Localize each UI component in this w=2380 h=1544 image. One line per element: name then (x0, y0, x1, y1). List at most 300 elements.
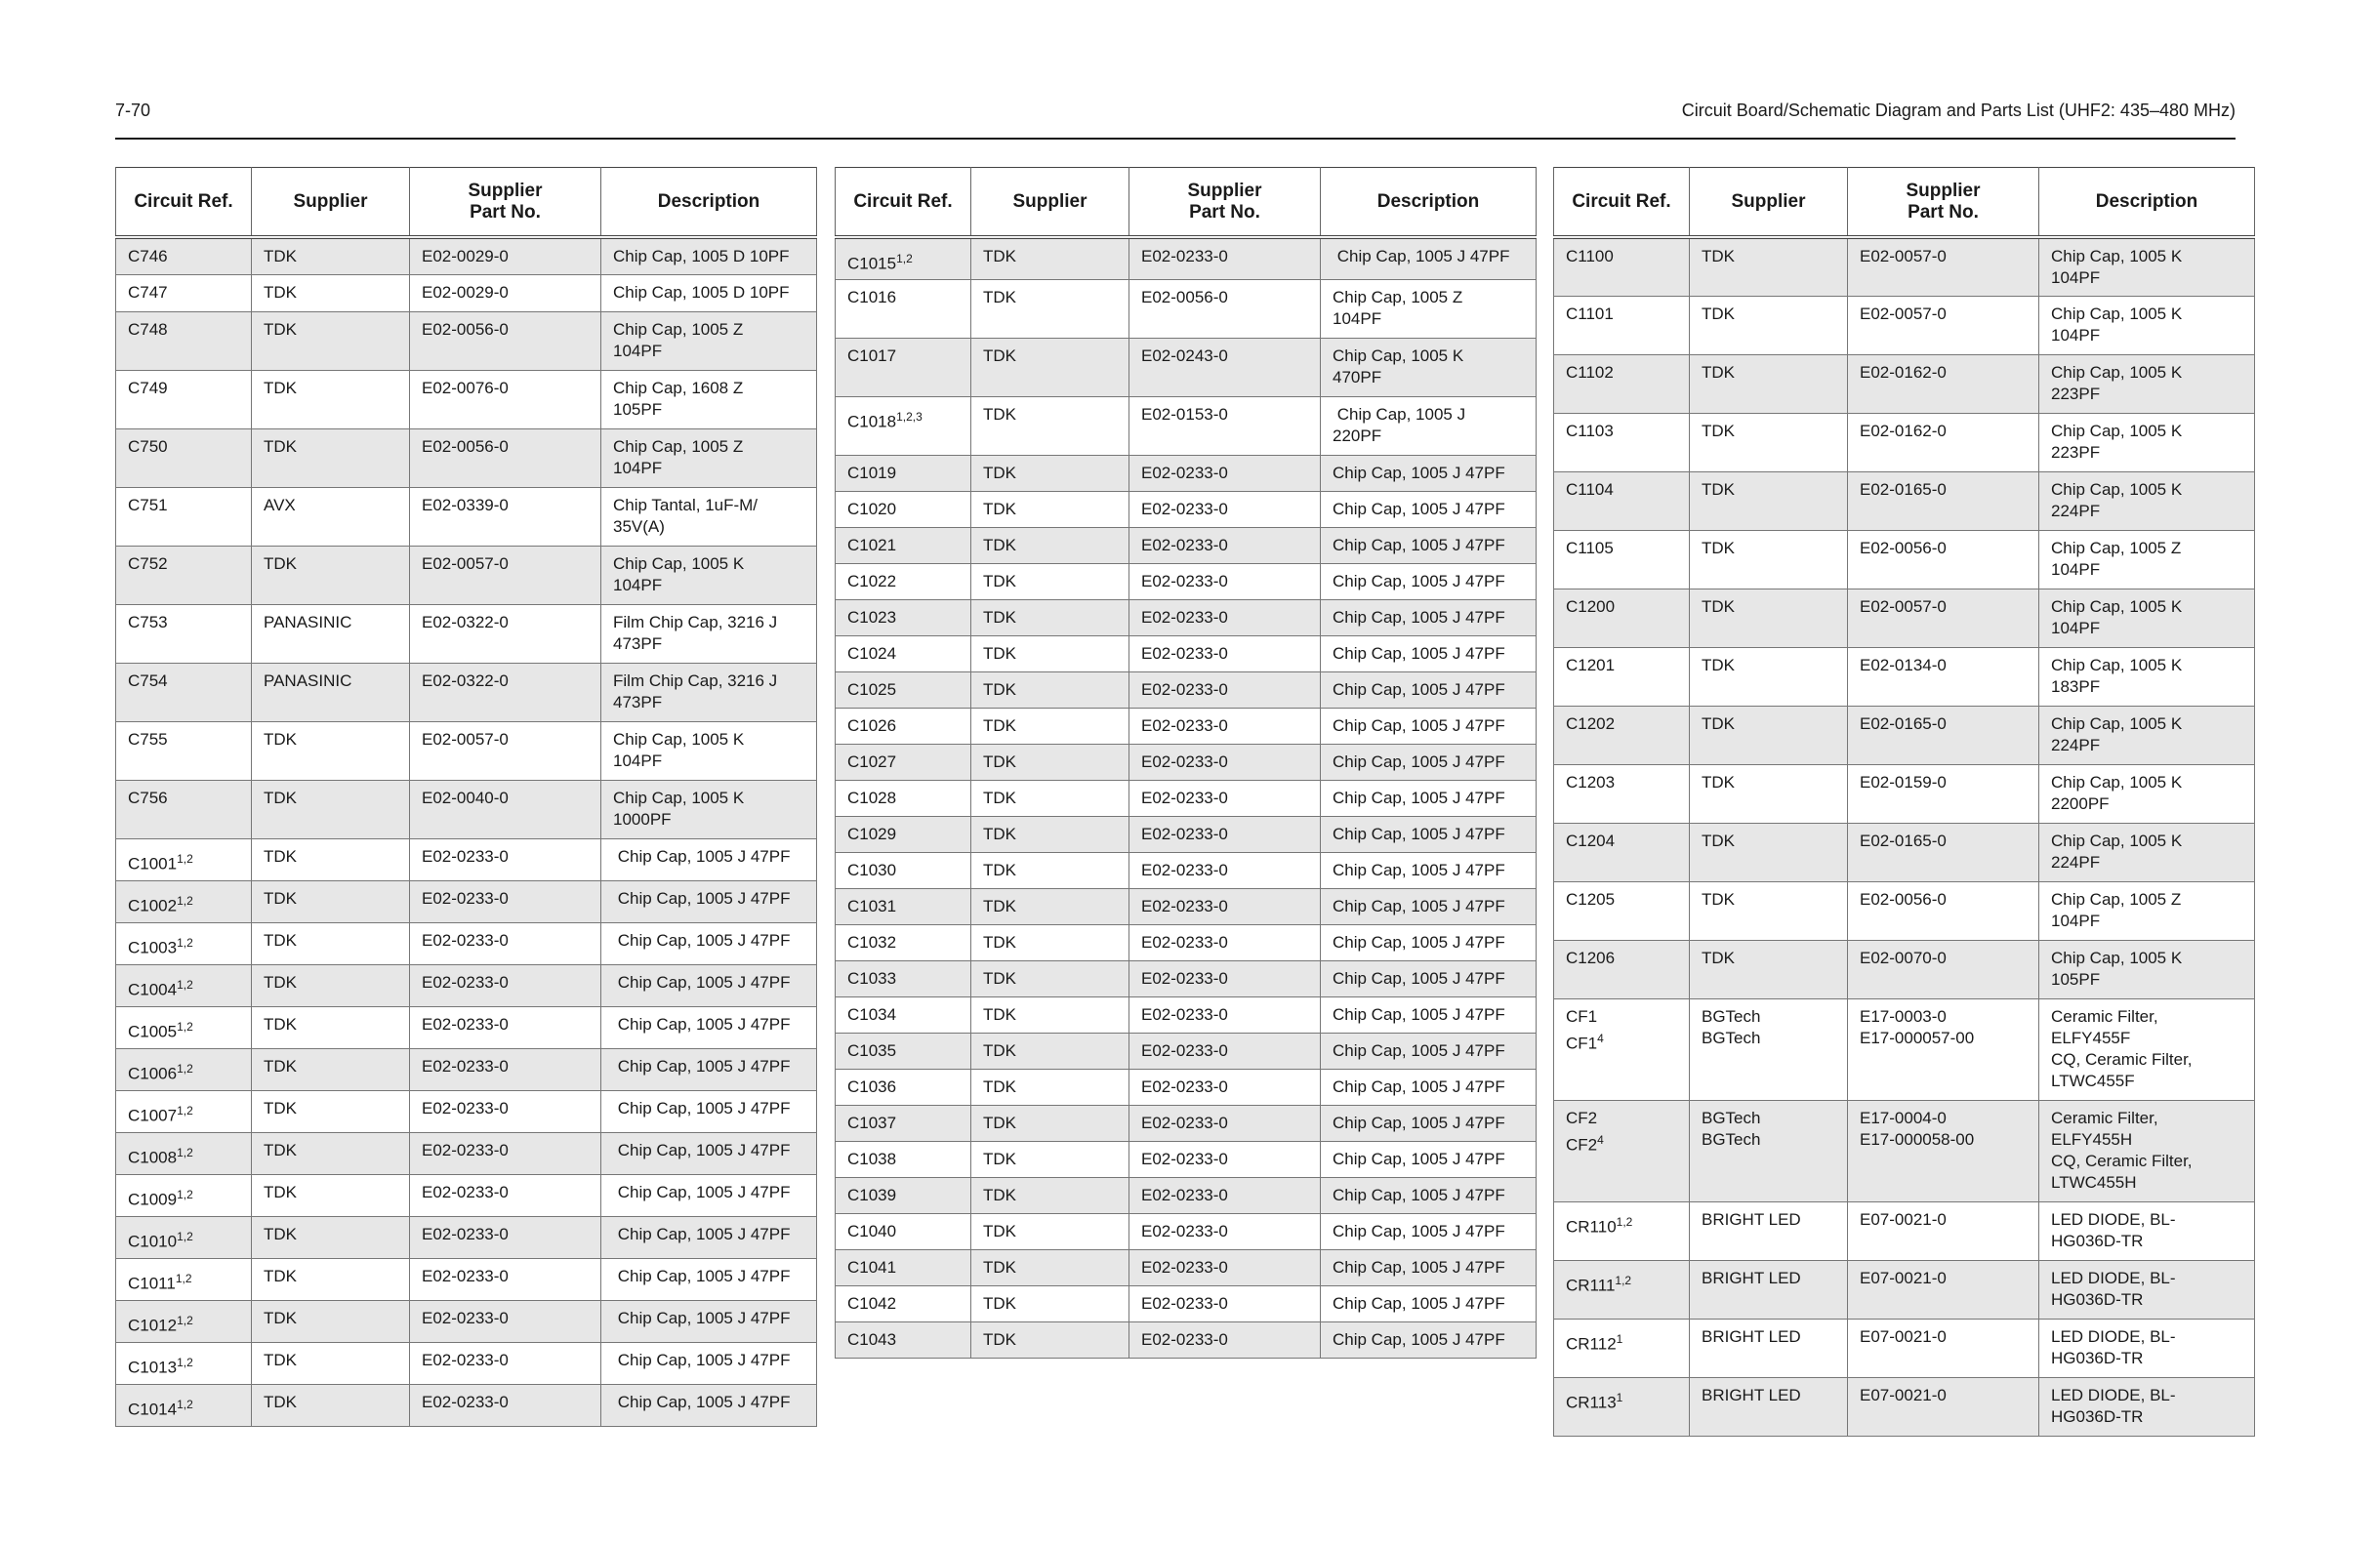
cell-supplier-part-no: E02-0134-0 (1848, 647, 2039, 706)
table-row (1554, 471, 2255, 530)
footnote-marker: 1,2 (177, 1103, 193, 1117)
cell-supplier-part-no: E02-0233-0 (1129, 1105, 1321, 1141)
cell-supplier: TDK (1690, 354, 1848, 413)
footnote-marker: 1,2 (177, 1355, 193, 1369)
cell-supplier: TDK (252, 1342, 410, 1384)
header-description: Description (601, 168, 817, 238)
cell-supplier: TDK (1690, 471, 1848, 530)
cell-circuit-ref (116, 311, 252, 370)
cell-supplier-part-no: E07-0021-0 (1848, 1377, 2039, 1436)
cell-supplier-part-no: E02-0233-0 (1129, 237, 1321, 279)
cell-supplier: TDK (971, 1213, 1129, 1249)
table-row (836, 924, 1537, 960)
cell-supplier: TDK (252, 370, 410, 428)
cell-supplier: TDK (252, 780, 410, 838)
table-row (836, 279, 1537, 338)
cell-supplier-part-no: E02-0056-0 (1848, 881, 2039, 940)
cell-circuit-ref (116, 546, 252, 604)
cell-circuit-ref (836, 1285, 971, 1321)
circuit-ref-text: C1102 (1566, 362, 1614, 382)
cell-supplier-part-no: E07-0021-0 (1848, 1260, 2039, 1319)
cell-supplier-part-no: E02-0233-0 (1129, 599, 1321, 635)
footnote-marker: 1,2 (177, 1229, 193, 1243)
circuit-ref-text: C1009 (128, 1190, 178, 1209)
cell-circuit-ref (1554, 296, 1690, 354)
cell-supplier: BRIGHT LED (1690, 1260, 1848, 1319)
cell-supplier-part-no: E02-0233-0 (410, 1090, 601, 1132)
circuit-ref-text: C1018 (847, 412, 897, 431)
cell-circuit-ref (1554, 1100, 1690, 1201)
cell-supplier: TDK (971, 960, 1129, 996)
cell-supplier: TDK (1690, 589, 1848, 647)
cell-supplier: TDK (971, 816, 1129, 852)
circuit-ref-text: C1019 (847, 463, 897, 482)
circuit-ref-text: C1006 (128, 1064, 178, 1083)
cell-circuit-ref (116, 721, 252, 780)
cell-supplier: TDK (971, 888, 1129, 924)
circuit-ref-text: C1039 (847, 1185, 897, 1204)
circuit-ref-text: C1033 (847, 968, 897, 988)
cell-circuit-ref (1554, 706, 1690, 764)
cell-circuit-ref (116, 604, 252, 663)
cell-circuit-ref (116, 1258, 252, 1300)
table-row (1554, 998, 2255, 1100)
cell-supplier: TDK (252, 546, 410, 604)
table-row (836, 1249, 1537, 1285)
footnote-marker: 1,2 (1615, 1273, 1632, 1287)
cell-description: Chip Cap, 1005 J 47PF (1321, 852, 1537, 888)
circuit-ref-text: C1011 (128, 1274, 176, 1293)
table-row (836, 708, 1537, 744)
cell-circuit-ref (1554, 823, 1690, 881)
cell-supplier: TDK (971, 1141, 1129, 1177)
cell-circuit-ref (836, 744, 971, 780)
cell-supplier: TDK (252, 274, 410, 311)
footnote-marker: 4 (1597, 1031, 1604, 1045)
circuit-ref-text: C746 (128, 247, 168, 265)
circuit-ref-text: C1024 (847, 643, 897, 663)
footnote-marker: 1,2 (177, 1145, 193, 1159)
footnote-marker: 1,2 (177, 935, 193, 950)
cell-supplier-part-no: E02-0233-0 (1129, 960, 1321, 996)
footnote-marker: 1,2 (177, 893, 193, 908)
cell-supplier: TDK (1690, 296, 1848, 354)
cell-description: Chip Cap, 1005 J 47PF (1321, 635, 1537, 671)
cell-circuit-ref (116, 1006, 252, 1048)
table-row (836, 1105, 1537, 1141)
circuit-ref-text: C1202 (1566, 713, 1616, 733)
circuit-ref-text: C1103 (1566, 421, 1614, 440)
cell-description: Chip Cap, 1005 J 47PF (601, 1216, 817, 1258)
circuit-ref-text: C748 (128, 319, 168, 339)
cell-description: Chip Cap, 1005 D 10PF (601, 237, 817, 274)
circuit-ref-text: C755 (128, 729, 168, 749)
header-circuit-ref: Circuit Ref. (116, 168, 252, 238)
cell-circuit-ref (1554, 471, 1690, 530)
table-row (836, 996, 1537, 1033)
table-row (1554, 881, 2255, 940)
cell-circuit-ref (116, 487, 252, 546)
table-row (116, 1216, 817, 1258)
cell-supplier: TDK (252, 237, 410, 274)
circuit-ref-text: C1032 (847, 932, 897, 952)
cell-circuit-ref (1554, 530, 1690, 589)
cell-supplier-part-no: E02-0233-0 (410, 1174, 601, 1216)
cell-circuit-ref (836, 338, 971, 396)
cell-circuit-ref (116, 1048, 252, 1090)
cell-supplier: BGTech BGTech (1690, 1100, 1848, 1201)
table-row (836, 1033, 1537, 1069)
cell-supplier-part-no: E02-0243-0 (1129, 338, 1321, 396)
table-header-row (1554, 168, 2255, 238)
table-row (836, 396, 1537, 455)
table-row (836, 1213, 1537, 1249)
cell-circuit-ref (1554, 589, 1690, 647)
cell-description: Chip Cap, 1005 J 47PF (601, 1300, 817, 1342)
table-row (836, 888, 1537, 924)
cell-supplier-part-no: E02-0233-0 (410, 838, 601, 880)
table-row (1554, 1260, 2255, 1319)
cell-supplier: TDK (971, 1177, 1129, 1213)
cell-description: Film Chip Cap, 3216 J 473PF (601, 604, 817, 663)
table-row (116, 237, 817, 274)
table-row (116, 1300, 817, 1342)
table-row (116, 1342, 817, 1384)
table-row (836, 527, 1537, 563)
footnote-marker: 1,2 (177, 1313, 193, 1327)
cell-supplier-part-no: E02-0076-0 (410, 370, 601, 428)
cell-supplier: TDK (252, 1300, 410, 1342)
table-row (836, 563, 1537, 599)
cell-supplier-part-no: E17-0003-0 E17-000057-00 (1848, 998, 2039, 1100)
cell-supplier: TDK (252, 721, 410, 780)
cell-supplier-part-no: E02-0233-0 (1129, 924, 1321, 960)
cell-circuit-ref (836, 527, 971, 563)
cell-circuit-ref (116, 922, 252, 964)
cell-description: Chip Cap, 1005 J 47PF (1321, 491, 1537, 527)
footnote-marker: 1,2 (177, 1397, 193, 1411)
table-row (1554, 764, 2255, 823)
cell-supplier: TDK (252, 1048, 410, 1090)
cell-supplier-part-no: E02-0057-0 (410, 546, 601, 604)
cell-supplier: TDK (971, 396, 1129, 455)
footnote-marker: 1,2 (177, 851, 193, 866)
cell-supplier-part-no: E02-0056-0 (1848, 530, 2039, 589)
cell-circuit-ref (836, 996, 971, 1033)
cell-supplier-part-no: E02-0233-0 (1129, 852, 1321, 888)
cell-description: Chip Cap, 1005 J 47PF (1321, 563, 1537, 599)
cell-circuit-ref (116, 1300, 252, 1342)
cell-description: Chip Cap, 1005 J 47PF (1321, 888, 1537, 924)
table-row (1554, 413, 2255, 471)
cell-circuit-ref (836, 279, 971, 338)
circuit-ref-text: C1001 (128, 854, 178, 874)
cell-circuit-ref (1554, 1201, 1690, 1260)
cell-circuit-ref (116, 237, 252, 274)
circuit-ref-text: C1004 (128, 980, 178, 999)
cell-circuit-ref (836, 455, 971, 491)
table-row (1554, 647, 2255, 706)
cell-circuit-ref (1554, 998, 1690, 1100)
cell-circuit-ref (116, 964, 252, 1006)
cell-supplier: TDK (971, 237, 1129, 279)
cell-supplier-part-no: E02-0233-0 (410, 1216, 601, 1258)
circuit-ref-text: C750 (128, 436, 168, 456)
cell-circuit-ref (1554, 237, 1690, 296)
cell-circuit-ref (1554, 1260, 1690, 1319)
footnote-marker: 1,2 (177, 1061, 193, 1076)
cell-supplier-part-no: E02-0165-0 (1848, 471, 2039, 530)
cell-description: Chip Cap, 1005 K 104PF (2039, 296, 2255, 354)
cell-supplier: TDK (252, 1006, 410, 1048)
cell-description: Chip Cap, 1005 K 104PF (601, 546, 817, 604)
table-row (836, 1177, 1537, 1213)
cell-circuit-ref (836, 1069, 971, 1105)
header-circuit-ref: Circuit Ref. (1554, 168, 1690, 238)
cell-description: Chip Cap, 1005 J 47PF (1321, 1321, 1537, 1358)
circuit-ref-text: CR112 (1566, 1334, 1617, 1354)
cell-supplier: TDK (971, 1069, 1129, 1105)
table-row (116, 1006, 817, 1048)
cell-circuit-ref (836, 599, 971, 635)
cell-supplier: TDK (1690, 237, 1848, 296)
circuit-ref-text: C1200 (1566, 596, 1616, 616)
cell-supplier-part-no: E02-0233-0 (1129, 1069, 1321, 1105)
circuit-ref-text: CR110 (1566, 1217, 1617, 1237)
header-rule (115, 138, 2236, 140)
cell-supplier-part-no: E02-0339-0 (410, 487, 601, 546)
cell-supplier: BRIGHT LED (1690, 1201, 1848, 1260)
cell-supplier-part-no: E02-0233-0 (1129, 996, 1321, 1033)
cell-supplier-part-no: E02-0056-0 (1129, 279, 1321, 338)
cell-supplier-part-no: E02-0233-0 (1129, 563, 1321, 599)
table-row (836, 780, 1537, 816)
table-row (116, 428, 817, 487)
cell-supplier-part-no: E02-0159-0 (1848, 764, 2039, 823)
table-row (836, 852, 1537, 888)
cell-supplier-part-no: E02-0029-0 (410, 237, 601, 274)
circuit-ref-text: C753 (128, 612, 168, 631)
table-row (116, 546, 817, 604)
table-row (116, 721, 817, 780)
cell-description: Chip Cap, 1005 K 224PF (2039, 823, 2255, 881)
footnote-marker: 1 (1616, 1331, 1623, 1346)
cell-supplier: TDK (971, 1321, 1129, 1358)
cell-supplier-part-no: E02-0056-0 (410, 428, 601, 487)
cell-supplier-part-no: E02-0233-0 (410, 1300, 601, 1342)
circuit-ref-text: C1017 (847, 345, 897, 365)
table-row (1554, 237, 2255, 296)
cell-description: Chip Cap, 1005 J 47PF (601, 1174, 817, 1216)
table-row (1554, 940, 2255, 998)
circuit-ref-text: C1025 (847, 679, 897, 699)
table-row (836, 491, 1537, 527)
table-row (116, 487, 817, 546)
circuit-ref-text: C1016 (847, 287, 897, 306)
table-row (116, 922, 817, 964)
table-row (836, 599, 1537, 635)
header-supplier: Supplier (971, 168, 1129, 238)
cell-supplier-part-no: E02-0233-0 (1129, 816, 1321, 852)
circuit-ref-text: CR111 (1566, 1276, 1616, 1295)
cell-supplier: TDK (971, 1105, 1129, 1141)
cell-supplier: TDK (252, 1258, 410, 1300)
cell-circuit-ref (116, 880, 252, 922)
cell-description: Chip Cap, 1005 J 47PF (1321, 744, 1537, 780)
cell-circuit-ref (836, 960, 971, 996)
circuit-ref-text: C1043 (847, 1329, 897, 1349)
cell-description: Chip Cap, 1005 K 223PF (2039, 413, 2255, 471)
table-row (116, 1048, 817, 1090)
cell-circuit-ref (116, 663, 252, 721)
cell-circuit-ref (1554, 647, 1690, 706)
cell-supplier: TDK (971, 780, 1129, 816)
table-row (116, 964, 817, 1006)
circuit-ref-text: C1100 (1566, 247, 1614, 265)
parts-table-left (115, 167, 817, 1427)
cell-description: Chip Cap, 1005 K 2200PF (2039, 764, 2255, 823)
cell-supplier: TDK (1690, 530, 1848, 589)
cell-description: Chip Cap, 1005 J 47PF (601, 1132, 817, 1174)
circuit-ref-text: C1029 (847, 824, 897, 843)
cell-supplier-part-no: E02-0162-0 (1848, 413, 2039, 471)
circuit-ref-text: CF2 (1566, 1108, 1598, 1127)
circuit-ref-text: C756 (128, 788, 168, 807)
cell-circuit-ref (836, 1213, 971, 1249)
cell-circuit-ref (836, 1321, 971, 1358)
cell-supplier: TDK (252, 964, 410, 1006)
footnote-marker: 1,2 (175, 1271, 192, 1285)
cell-description: Chip Cap, 1005 J 47PF (601, 1258, 817, 1300)
cell-supplier: TDK (971, 1033, 1129, 1069)
cell-description: Chip Cap, 1005 K 105PF (2039, 940, 2255, 998)
cell-circuit-ref (116, 370, 252, 428)
cell-supplier: TDK (971, 852, 1129, 888)
cell-supplier-part-no: E02-0233-0 (410, 1132, 601, 1174)
cell-circuit-ref (116, 838, 252, 880)
circuit-ref-text: C1023 (847, 607, 897, 627)
cell-circuit-ref (836, 1033, 971, 1069)
circuit-ref-text: C1026 (847, 715, 897, 735)
cell-supplier: TDK (252, 1384, 410, 1426)
cell-supplier-part-no: E02-0233-0 (1129, 1033, 1321, 1069)
cell-supplier-part-no: E07-0021-0 (1848, 1319, 2039, 1377)
circuit-ref-text: C1008 (128, 1148, 178, 1167)
cell-supplier-part-no: E02-0233-0 (410, 1258, 601, 1300)
cell-supplier-part-no: E02-0233-0 (1129, 671, 1321, 708)
cell-supplier: TDK (971, 996, 1129, 1033)
circuit-ref-text: C1013 (128, 1358, 178, 1377)
cell-supplier-part-no: E02-0233-0 (1129, 491, 1321, 527)
cell-supplier: BRIGHT LED (1690, 1377, 1848, 1436)
cell-description: Chip Cap, 1005 K 104PF (2039, 589, 2255, 647)
table-row (116, 1384, 817, 1426)
table-row (836, 1321, 1537, 1358)
cell-supplier-part-no: E02-0233-0 (1129, 780, 1321, 816)
circuit-ref-text: C754 (128, 670, 168, 690)
table-row (116, 1132, 817, 1174)
circuit-ref-text: C1105 (1566, 538, 1614, 557)
cell-circuit-ref (836, 1105, 971, 1141)
circuit-ref-text: C749 (128, 378, 168, 397)
cell-description: Chip Cap, 1005 J 47PF (601, 880, 817, 922)
cell-description: Chip Cap, 1005 J 47PF (601, 1006, 817, 1048)
cell-supplier-part-no: E02-0057-0 (1848, 296, 2039, 354)
cell-circuit-ref (116, 1090, 252, 1132)
table-row (1554, 1201, 2255, 1260)
circuit-ref-text: C1042 (847, 1293, 897, 1313)
cell-supplier-part-no: E02-0322-0 (410, 604, 601, 663)
circuit-ref-text: C752 (128, 553, 168, 573)
cell-description: Chip Cap, 1005 J 47PF (601, 922, 817, 964)
cell-description: Chip Tantal, 1uF-M/ 35V(A) (601, 487, 817, 546)
cell-description: Chip Cap, 1005 J 47PF (1321, 1141, 1537, 1177)
table-row (116, 880, 817, 922)
cell-supplier-part-no: E02-0233-0 (1129, 1141, 1321, 1177)
circuit-ref-text: C1038 (847, 1149, 897, 1168)
cell-description: Chip Cap, 1005 J 47PF (1321, 960, 1537, 996)
table-row (1554, 1100, 2255, 1201)
cell-supplier: TDK (971, 279, 1129, 338)
cell-description: Chip Cap, 1005 J 47PF (1321, 780, 1537, 816)
cell-supplier: TDK (971, 635, 1129, 671)
cell-description: Chip Cap, 1005 J 220PF (1321, 396, 1537, 455)
cell-circuit-ref (836, 708, 971, 744)
cell-description: Chip Cap, 1005 K 104PF (601, 721, 817, 780)
cell-description: Chip Cap, 1005 Z 104PF (2039, 881, 2255, 940)
cell-supplier: TDK (1690, 413, 1848, 471)
cell-supplier-part-no: E02-0322-0 (410, 663, 601, 721)
header-supplier: Supplier (252, 168, 410, 238)
cell-supplier-part-no: E02-0233-0 (1129, 1213, 1321, 1249)
cell-description: Chip Cap, 1005 K 104PF (2039, 237, 2255, 296)
cell-supplier-part-no: E02-0233-0 (1129, 1177, 1321, 1213)
cell-circuit-ref (836, 1177, 971, 1213)
header-description: Description (2039, 168, 2255, 238)
cell-circuit-ref (836, 396, 971, 455)
cell-description: Chip Cap, 1005 J 47PF (1321, 527, 1537, 563)
cell-supplier-part-no: E02-0153-0 (1129, 396, 1321, 455)
cell-supplier: TDK (971, 671, 1129, 708)
circuit-ref-text: C1010 (128, 1232, 178, 1251)
table-row (116, 780, 817, 838)
table-row (1554, 1319, 2255, 1377)
circuit-ref-text: C1028 (847, 788, 897, 807)
cell-supplier: TDK (1690, 647, 1848, 706)
cell-supplier: TDK (971, 744, 1129, 780)
cell-description: Chip Cap, 1005 J 47PF (1321, 1213, 1537, 1249)
circuit-ref-text: C1104 (1566, 479, 1614, 499)
cell-supplier-part-no: E02-0233-0 (1129, 455, 1321, 491)
cell-supplier: PANASINIC (252, 604, 410, 663)
cell-supplier-part-no: E07-0021-0 (1848, 1201, 2039, 1260)
table-row (836, 1285, 1537, 1321)
header-supplier-part-no: Supplier Part No. (410, 168, 601, 238)
circuit-ref-text: C1027 (847, 752, 897, 771)
footnote-marker: 1,2 (1616, 1214, 1633, 1229)
table-row (116, 274, 817, 311)
parts-table-right (1553, 167, 2255, 1437)
table-row (116, 311, 817, 370)
cell-description: Chip Cap, 1005 J 47PF (1321, 924, 1537, 960)
footnote-marker: 1,2 (896, 252, 913, 265)
cell-supplier: BGTech BGTech (1690, 998, 1848, 1100)
circuit-ref-text: C1205 (1566, 889, 1616, 909)
cell-supplier-part-no: E02-0040-0 (410, 780, 601, 838)
cell-circuit-ref (116, 1384, 252, 1426)
circuit-ref-text: C1204 (1566, 831, 1616, 850)
cell-circuit-ref (836, 780, 971, 816)
